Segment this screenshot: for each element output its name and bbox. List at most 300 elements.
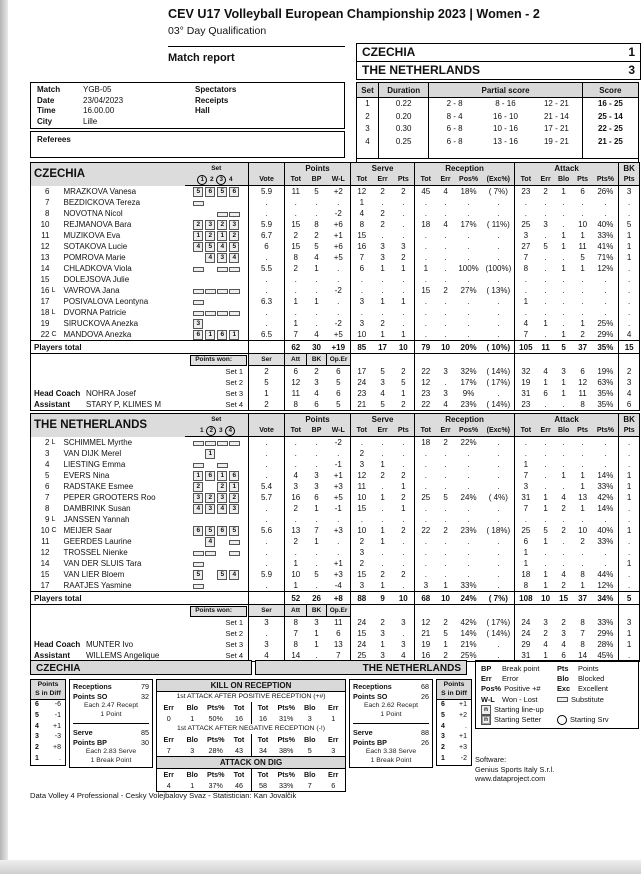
set-slot — [204, 252, 216, 263]
set-slot — [192, 459, 204, 470]
player-stat: . — [497, 231, 500, 241]
player-stat: 40% — [597, 220, 614, 230]
player-sets — [185, 197, 249, 208]
set-stat: 11 — [285, 388, 307, 399]
legend-item — [557, 715, 633, 725]
starting-lineup-box: 1 — [193, 471, 203, 481]
diff-value: . — [59, 754, 61, 762]
player-stat: 1 — [380, 460, 385, 470]
player-stat: 44% — [597, 570, 614, 580]
legend-text: Excellent — [578, 684, 608, 694]
player-stat: . — [249, 252, 285, 263]
player-name: TROSSEL Nienke — [63, 548, 128, 558]
player-stat: . — [467, 308, 470, 318]
set-slot — [192, 470, 204, 481]
filler-cell — [379, 148, 429, 159]
legend-abbr: Pos% — [481, 684, 502, 694]
set-stat: 3 — [380, 629, 385, 639]
player-stat: 4 — [351, 208, 373, 219]
player-stat: . — [562, 515, 565, 525]
substitute-icon — [217, 212, 228, 217]
player-stat: . — [444, 471, 447, 481]
set-slot — [204, 241, 216, 252]
players-total-row — [31, 341, 640, 354]
player-stat: . — [285, 437, 307, 449]
points-diff-row — [437, 711, 471, 722]
player-stat: . — [249, 208, 285, 219]
total-stat: 105 — [515, 341, 537, 354]
starting-lineup-box: 6 — [205, 471, 215, 481]
starting-lineup-box: 1 — [217, 471, 227, 481]
player-name: JANSSEN Yannah — [63, 515, 130, 525]
set-stat: 12 — [578, 378, 588, 388]
player-row — [31, 558, 640, 569]
player-stat: . — [581, 209, 584, 219]
player-row — [31, 318, 640, 329]
player-stat: 2 — [380, 319, 385, 329]
player-stat: . — [562, 460, 565, 470]
set-slot — [204, 307, 216, 318]
page-edge-shadow — [0, 0, 8, 874]
starting-serve-set: 2 — [206, 426, 216, 436]
player-stat: . — [415, 230, 437, 241]
legend-row — [481, 715, 633, 725]
player-stat: . — [381, 275, 384, 285]
set-stat: ( 14%) — [486, 629, 511, 639]
col-subheader: Err — [437, 174, 455, 186]
player-role — [51, 219, 62, 230]
starting-serve-set: 3 — [216, 175, 226, 185]
total-stat — [249, 341, 285, 354]
total-stat: 68 — [415, 592, 437, 605]
substitute-icon — [217, 463, 228, 468]
player-stat: 25 — [515, 525, 537, 536]
partial-score: 12 - 21 — [543, 99, 569, 108]
starting-lineup-box: 5 — [205, 526, 215, 536]
team-name: THE NETHERLANDS — [362, 63, 481, 77]
player-stat: ( 18%) — [486, 526, 511, 536]
col-group: BK — [619, 414, 640, 426]
netherlands-sideout-box — [349, 679, 433, 768]
player-stat: 5.9 — [249, 186, 285, 198]
player-stat: . — [315, 275, 318, 285]
players-total-row — [31, 592, 640, 605]
player-stat: 3 — [351, 547, 373, 558]
player-stat: +3 — [333, 570, 343, 580]
player-stat: . — [444, 264, 447, 274]
kill-col: Pts% — [206, 703, 225, 712]
spacer — [483, 605, 515, 617]
set-stat: 8 — [285, 617, 307, 629]
spacer — [593, 354, 619, 366]
serve-row — [353, 738, 429, 748]
player-stat: 4 — [561, 570, 566, 580]
player-stat: . — [351, 514, 373, 525]
starting-lineup-box: 1 — [229, 482, 239, 492]
kill-value: 7 — [307, 781, 312, 790]
player-stat: -2 — [334, 209, 342, 219]
set-stat: 6 — [543, 389, 548, 399]
set-slot — [216, 208, 228, 219]
player-sets — [185, 219, 249, 230]
set-stat: . — [497, 389, 500, 399]
player-stat: . — [381, 548, 384, 558]
player-stat: +1 — [333, 231, 343, 241]
set-stat: 3 — [401, 618, 406, 628]
col-set: Set — [185, 163, 249, 175]
player-stat: 2 — [380, 471, 385, 481]
player-stat: . — [337, 449, 340, 459]
player-stat: 29% — [597, 330, 614, 340]
starting-lineup-box: 2 — [205, 493, 215, 503]
set-stat: 22 — [415, 399, 437, 411]
player-stat: 1 — [380, 264, 385, 274]
player-stat: . — [415, 470, 437, 481]
player-stat: . — [381, 198, 384, 208]
starting-lineup-box: 6 — [193, 330, 203, 340]
col-subheader: Tot — [285, 425, 307, 437]
legend-item — [557, 664, 633, 674]
substitute-icon — [217, 267, 228, 272]
player-stat: . — [619, 437, 640, 449]
set-stat: ( 17%) — [486, 618, 511, 628]
player-row — [31, 274, 640, 285]
kill-value: 3 — [331, 746, 336, 755]
player-row — [31, 514, 640, 525]
player-role — [51, 318, 62, 329]
player-stat: 3 — [285, 481, 307, 492]
set-stat: 6 — [561, 651, 566, 661]
col-subheader: Tot — [351, 425, 373, 437]
set-slot — [216, 525, 228, 536]
player-stat: 4 — [314, 253, 319, 263]
player-stat: . — [544, 209, 547, 219]
player-stat: . — [415, 307, 437, 318]
player-stat: . — [444, 297, 447, 307]
col-subheader: Tot — [515, 425, 537, 437]
substitute-icon — [205, 311, 216, 316]
diff-value: +3 — [459, 744, 467, 752]
set-count: 3 — [441, 733, 445, 741]
player-stat: . — [315, 286, 318, 296]
set-stat: 3 — [561, 367, 566, 377]
player-number: 12 — [40, 242, 50, 252]
player-stat: 1 — [443, 581, 448, 591]
spacer — [373, 605, 393, 617]
legend-text: Substitute — [571, 694, 604, 704]
legend-abbr: Blo — [557, 674, 569, 684]
starting-lineup-box: 3 — [217, 493, 227, 503]
match-info-value: 16.00.00 — [83, 106, 115, 115]
set-count: 3 — [35, 733, 39, 741]
total-stat: 15 — [619, 341, 640, 354]
player-stat: +1 — [333, 559, 343, 569]
player-sets — [185, 274, 249, 285]
page-subtitle: 03° Day Qualification — [168, 25, 267, 37]
player-stat: . — [415, 569, 437, 580]
set-score: 22 - 25 — [582, 123, 638, 136]
player-name: RAATJES Yasmine — [63, 581, 132, 591]
total-stat: 35% — [593, 341, 619, 354]
player-number: 13 — [40, 253, 50, 263]
spacer — [415, 605, 437, 617]
col-subheader: Blo — [555, 425, 573, 437]
set-slot — [228, 503, 240, 514]
set-stat: 4 — [249, 650, 285, 662]
set-stat: 25% — [460, 651, 477, 661]
player-name: VAVROVA Jana — [63, 286, 120, 296]
col-subheader: Blo — [555, 174, 573, 186]
legend-abbr: Err — [481, 674, 492, 684]
player-sets — [185, 285, 249, 296]
set-stat: 2 — [443, 651, 448, 661]
player-role — [51, 208, 62, 219]
player-row — [31, 492, 640, 503]
player-stat: . — [619, 547, 640, 558]
substitute-icon — [193, 311, 204, 316]
player-stat: 2 — [380, 187, 385, 197]
starting-lineup-box: 4 — [217, 504, 227, 514]
kill-col: Tot — [251, 769, 275, 780]
set-summary-row — [31, 388, 640, 399]
set-stat: 2 — [543, 629, 548, 639]
player-stat: 8 — [351, 219, 373, 230]
player-stat: . — [544, 231, 547, 241]
player-stat: 3 — [401, 242, 406, 252]
assistant-coach — [31, 399, 185, 411]
player-sets — [185, 514, 249, 525]
set-count: 6 — [35, 701, 39, 708]
player-stat: 33% — [597, 537, 614, 547]
player-stat: 1 — [314, 297, 319, 307]
player-stat: . — [402, 286, 405, 296]
points-diff-row — [31, 700, 65, 711]
partial-score: 10 - 16 — [493, 124, 518, 133]
player-stat: . — [444, 242, 447, 252]
player-number: 6 — [45, 187, 50, 197]
player-stat: 1 — [401, 504, 406, 514]
player-stat: . — [497, 449, 500, 459]
player-stat: . — [415, 274, 437, 285]
player-sets — [185, 536, 249, 547]
player-stat: . — [562, 438, 565, 448]
player-stat: 1 — [619, 252, 640, 263]
player-stat: . — [285, 274, 307, 285]
set-stat: 3 — [249, 639, 285, 650]
total-stat: 52 — [285, 592, 307, 605]
set-stat: 21% — [460, 640, 477, 650]
player-stat: . — [444, 570, 447, 580]
player-stat: . — [619, 318, 640, 329]
set-stat: . — [562, 400, 565, 410]
player-stat: . — [402, 209, 405, 219]
set-stat: 9% — [462, 389, 475, 399]
player-number: 8 — [45, 209, 50, 219]
points-won-label: Points won: — [190, 606, 247, 617]
set-stat: 3 — [314, 618, 319, 628]
set-number: 4 — [228, 176, 233, 184]
player-stat: 8 — [515, 263, 537, 274]
player-stat: . — [402, 319, 405, 329]
kill-value: 16 — [235, 714, 243, 723]
player-stat: . — [381, 504, 384, 514]
player-stat: 27% — [460, 286, 477, 296]
player-stat: . — [497, 504, 500, 514]
col-score: Score — [582, 83, 638, 98]
player-name: VAN DER SLUIS Tara — [63, 559, 142, 569]
player-stat: . — [285, 307, 307, 318]
legend-abbr: W-L — [481, 694, 495, 704]
set-stat: 2 — [561, 618, 566, 628]
player-stat: 10 — [351, 329, 373, 341]
player-stat: . — [402, 548, 405, 558]
set-slot — [216, 230, 228, 241]
player-stat: 12% — [597, 581, 614, 591]
col-subheader: BP — [307, 174, 327, 186]
total-stat: 10 — [437, 341, 455, 354]
player-stat: . — [544, 253, 547, 263]
player-row — [31, 525, 640, 536]
legend-abbr: Pts — [557, 664, 569, 673]
col-subheader: Pts — [393, 425, 415, 437]
player-stat: 3 — [351, 296, 373, 307]
player-name: BEZDICKOVA Tereza — [63, 198, 141, 208]
set-stat: 8 — [285, 399, 307, 411]
set-slot — [228, 263, 240, 274]
player-stat: 10 — [285, 569, 307, 580]
player-stat: 1 — [285, 580, 307, 592]
player-stat: 8 — [285, 252, 307, 263]
player-stat: 2 — [401, 493, 406, 503]
player-stat: 1 — [351, 197, 373, 208]
player-stat: -2 — [334, 319, 342, 329]
player-stat: . — [619, 197, 640, 208]
starting-serve-set: 4 — [225, 426, 235, 436]
player-row — [31, 263, 640, 274]
player-stat: 10 — [578, 526, 588, 536]
player-stat: 100% — [458, 264, 479, 274]
set-slot — [228, 285, 240, 296]
player-stat: . — [581, 297, 584, 307]
player-stat: 1 — [619, 470, 640, 481]
player-name: PEPER GROOTERS Roo — [63, 493, 156, 503]
filler-cell — [582, 148, 638, 159]
set-stat: 2 — [249, 399, 285, 411]
col-subheader: Pts — [573, 174, 593, 186]
player-name: EVERS Nina — [63, 471, 110, 481]
player-name: DOLEJSOVA Julie — [63, 275, 130, 285]
result-box — [356, 43, 641, 80]
player-sets — [185, 448, 249, 459]
total-stat: 26 — [307, 592, 327, 605]
set-stat: 1 — [561, 389, 566, 399]
player-stat: 7 — [515, 329, 537, 341]
player-sets — [185, 230, 249, 241]
spacer — [537, 605, 555, 617]
diff-value: -1 — [54, 711, 61, 719]
player-stat: +1 — [333, 471, 343, 481]
player-stat: . — [544, 548, 547, 558]
player-stat: . — [381, 515, 384, 525]
player-name: RADSTAKE Esmee — [63, 482, 134, 492]
set-stat: 23% — [460, 400, 477, 410]
player-stat: . — [249, 558, 285, 569]
starting-lineup-box: 6 — [217, 330, 227, 340]
player-stat: 1 — [401, 330, 406, 340]
player-stat: . — [315, 548, 318, 558]
player-stat: . — [381, 559, 384, 569]
player-stat: . — [337, 198, 340, 208]
player-stat: . — [444, 319, 447, 329]
set-slot — [192, 263, 204, 274]
set-stat: . — [315, 651, 318, 661]
legend-item — [557, 705, 633, 715]
starting-lineup-box: 4 — [205, 253, 215, 263]
set-row-label: Set 1 — [225, 367, 244, 377]
player-role — [51, 241, 62, 252]
kill-value: 4 — [166, 781, 171, 790]
player-stat: . — [381, 438, 384, 448]
player-stat: +2 — [333, 187, 343, 197]
player-stat: 2 — [561, 581, 566, 591]
player-role — [51, 503, 62, 514]
starting-lineup-box: 3 — [205, 220, 215, 230]
player-stat: . — [337, 548, 340, 558]
player-name: SIRUCKOVA Anezka — [63, 319, 139, 329]
substitute-icon — [229, 311, 240, 316]
points-won-col: Att — [285, 354, 307, 366]
player-stat: 3 — [314, 482, 319, 492]
partial-score: 2 - 8 — [429, 98, 480, 111]
set-stat: 6 — [336, 367, 341, 377]
player-stat: . — [402, 308, 405, 318]
player-stat: . — [515, 274, 537, 285]
player-stat: . — [402, 220, 405, 230]
player-number: 5 — [45, 471, 50, 481]
player-stat: 15 — [351, 569, 373, 580]
player-stat: . — [544, 264, 547, 274]
player-row — [31, 470, 640, 481]
set-summary-row — [31, 399, 640, 411]
player-stat: 5.6 — [249, 525, 285, 536]
total-stat — [249, 592, 285, 605]
player-stat: 1 — [543, 581, 548, 591]
player-role — [51, 481, 62, 492]
player-stat: 11 — [578, 242, 587, 252]
points-label: Points — [37, 681, 59, 688]
serve-row — [73, 738, 149, 748]
player-stat: 11 — [285, 186, 307, 198]
player-stat: . — [444, 537, 447, 547]
set-score-row — [357, 123, 639, 136]
player-name: MANDOVA Anezka — [63, 330, 132, 340]
points-diff-row — [31, 722, 65, 733]
partial-score: 13 - 16 — [493, 136, 518, 146]
set-slot — [228, 481, 240, 492]
legend-item — [481, 715, 557, 725]
starting-lineup-box: 5 — [229, 242, 239, 252]
starting-setter-icon: n — [481, 715, 491, 725]
set-stat: 5 — [401, 378, 406, 388]
player-stat: 1 — [543, 504, 548, 514]
player-stat: . — [619, 536, 640, 547]
set-number: 1 — [199, 427, 204, 435]
player-stat: -4 — [334, 581, 342, 591]
set-stat: 19 — [415, 639, 437, 650]
sideout-label: Receptions — [73, 682, 112, 691]
player-stat: . — [467, 242, 470, 252]
player-stat: . — [562, 253, 565, 263]
